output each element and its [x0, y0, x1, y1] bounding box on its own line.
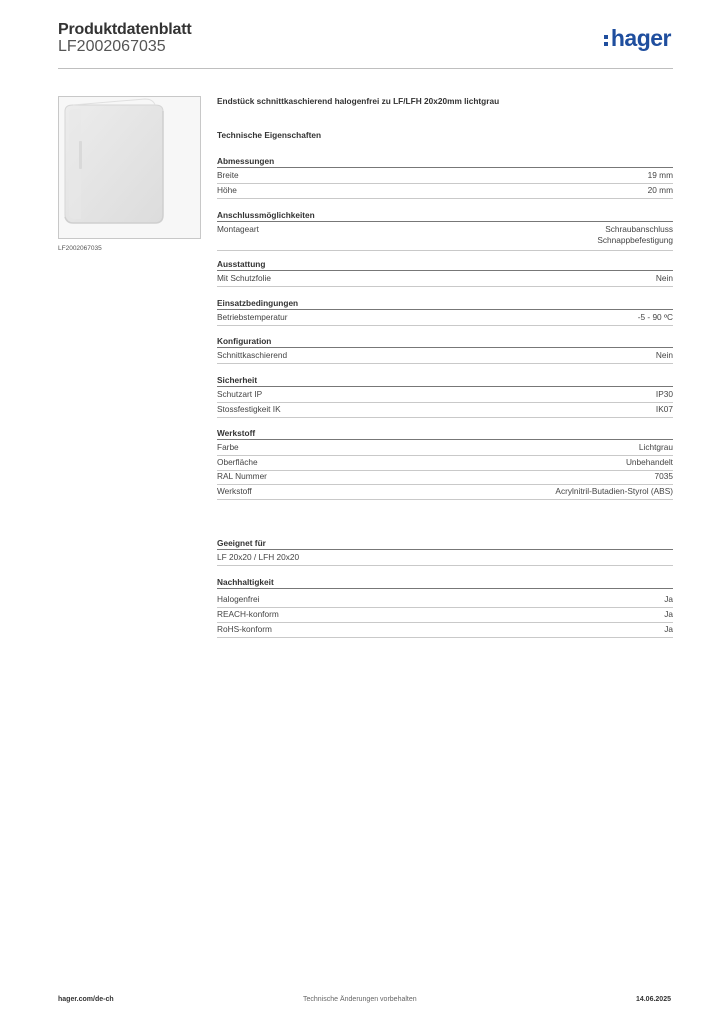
- spec-row: [217, 456, 673, 471]
- section-title-abmessungen: Abmessungen: [217, 156, 673, 168]
- spec-label: Halogenfrei: [217, 594, 260, 604]
- document-title: Produktdatenblatt: [58, 21, 192, 38]
- spec-row: [217, 593, 673, 608]
- spec-label: Breite: [217, 170, 239, 180]
- footer-website-link[interactable]: hager.com/de-ch: [58, 996, 114, 1003]
- spec-row: [217, 470, 673, 485]
- section-title-ausstattung: Ausstattung: [217, 259, 673, 271]
- spec-value: 7035: [654, 471, 673, 481]
- spec-row: [217, 608, 673, 623]
- spec-value: IP30: [655, 389, 673, 399]
- spec-value: Nein: [655, 273, 673, 283]
- spec-label: Stossfestigkeit IK: [217, 404, 281, 414]
- spec-label: RoHS-konform: [217, 624, 272, 634]
- spec-label: Montageart: [217, 224, 259, 234]
- spec-row: [217, 388, 673, 403]
- spec-label: RAL Nummer: [217, 471, 267, 481]
- product-title: Endstück schnittkaschierend halogenfrei zu LF/LFH 20x20mm lichtgrau: [217, 96, 500, 106]
- product-id: LF2002067035: [58, 38, 166, 55]
- hager-logo: [604, 27, 671, 50]
- spec-label: Farbe: [217, 442, 239, 452]
- spec-value: Ja: [664, 624, 673, 634]
- spec-value: 20 mm: [647, 185, 673, 195]
- spec-value: Schnappbefestigung: [597, 235, 673, 245]
- spec-value: IK07: [655, 404, 673, 414]
- spec-label: Werkstoff: [217, 486, 252, 496]
- spec-label: Schutzart IP: [217, 389, 263, 399]
- end-cap-illustration: [59, 97, 200, 238]
- spec-row: [217, 485, 673, 500]
- section-title-anschluss: Anschlussmöglichkeiten: [217, 210, 673, 222]
- spec-value: Ja: [664, 609, 673, 619]
- spec-row: [217, 623, 673, 638]
- spec-label: LF 20x20 / LFH 20x20: [217, 552, 300, 562]
- document-header: [58, 21, 673, 69]
- footer-date: 14.06.2025: [635, 996, 671, 1003]
- section-title-konfiguration: Konfiguration: [217, 336, 673, 348]
- logo-text: hager: [610, 25, 671, 51]
- spec-value: Unbehandelt: [625, 457, 673, 467]
- spec-label: Höhe: [217, 185, 237, 195]
- spec-label: REACH-konform: [217, 609, 279, 619]
- spec-label: Oberfläche: [217, 457, 258, 467]
- tech-properties-heading: Technische Eigenschaften: [217, 130, 322, 140]
- spec-label: Betriebstemperatur: [217, 312, 288, 322]
- spec-row: [217, 551, 673, 566]
- section-title-sicherheit: Sicherheit: [217, 375, 673, 387]
- spec-row: [217, 223, 673, 251]
- section-title-nachhaltigkeit: Nachhaltigkeit: [217, 577, 673, 589]
- spec-value: Ja: [664, 594, 673, 604]
- spec-row: [217, 184, 673, 199]
- spec-label: Mit Schutzfolie: [217, 273, 271, 283]
- spec-value: Schraubanschluss: [605, 224, 673, 234]
- spec-value: -5 - 90 ºC: [637, 312, 673, 322]
- logo-dots-icon: [604, 30, 609, 47]
- section-title-einsatz: Einsatzbedingungen: [217, 298, 673, 310]
- spec-value: Nein: [655, 350, 673, 360]
- footer-note: Technische Änderungen vorbehalten: [303, 996, 417, 1003]
- spec-label: Schnittkaschierend: [217, 350, 288, 360]
- spec-row: [217, 169, 673, 184]
- spec-value: Acrylnitril-Butadien-Styrol (ABS): [555, 486, 673, 496]
- section-title-geeignet: Geeignet für: [217, 538, 673, 550]
- product-image: [58, 96, 201, 239]
- spec-row: [217, 349, 673, 364]
- section-title-werkstoff: Werkstoff: [217, 428, 673, 440]
- spec-value: Lichtgrau: [638, 442, 673, 452]
- spec-row: [217, 272, 673, 287]
- spec-row: [217, 311, 673, 326]
- spec-value: 19 mm: [647, 170, 673, 180]
- image-caption: LF2002067035: [58, 245, 102, 252]
- spec-row: [217, 441, 673, 456]
- spec-row: [217, 403, 673, 418]
